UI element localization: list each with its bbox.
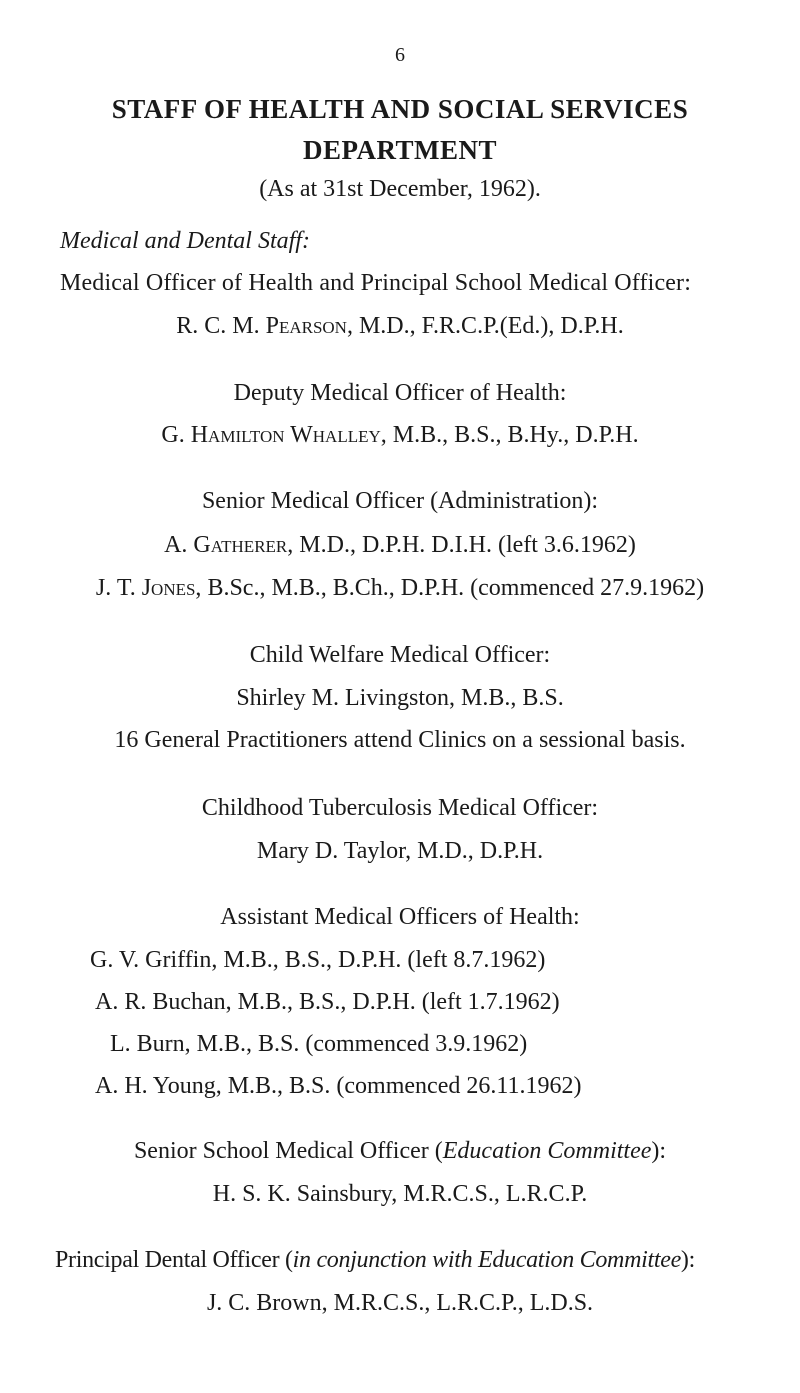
tb-role: Childhood Tuberculosis Medical Officer: <box>201 795 599 821</box>
senior-admin-person-2: J. T. Jones, B.Sc., M.B., B.Ch., D.P.H. (commenced 27.9.1962) <box>95 575 705 601</box>
deputy-name: G. Hamilton Whalley, M.B., B.S., B.Hy., D.P.H. <box>161 422 639 448</box>
moh-role: Medical Officer of Health and Principal School Medical Officer: <box>60 270 692 296</box>
page-title-line2: DEPARTMENT <box>302 135 498 165</box>
assistant-1: G. V. Griffin, M.B., B.S., D.P.H. (left 8.7.1962) <box>90 947 546 973</box>
moh-name: R. C. M. Pearson, M.D., F.R.C.P.(Ed.), D.P.H. <box>176 313 624 339</box>
principal-dental-role: Principal Dental Officer (in conjunction with Education Committee): <box>55 1247 695 1273</box>
child-welfare-name: Shirley M. Livingston, M.B., B.S. <box>236 685 564 711</box>
senior-school-role: Senior School Medical Officer (Education Committee): <box>133 1138 667 1164</box>
senior-school-name: H. S. K. Sainsbury, M.R.C.S., L.R.C.P. <box>212 1181 588 1207</box>
page-number: 6 <box>395 44 405 66</box>
gp-note: 16 General Practitioners attend Clinics on a sessional basis. <box>114 727 686 753</box>
assistant-4: A. H. Young, M.B., B.S. (commenced 26.11.1962) <box>95 1073 582 1099</box>
senior-admin-person-1: A. Gatherer, M.D., D.P.H. D.I.H. (left 3.6.1962) <box>164 532 636 558</box>
child-welfare-role: Child Welfare Medical Officer: <box>249 642 551 668</box>
senior-admin-role: Senior Medical Officer (Administration): <box>201 488 599 514</box>
deputy-role: Deputy Medical Officer of Health: <box>233 380 567 406</box>
page-title: STAFF OF HEALTH AND SOCIAL SERVICES <box>111 94 689 124</box>
as-at-date: (As at 31st December, 1962). <box>259 176 541 202</box>
assistants-role: Assistant Medical Officers of Health: <box>220 904 580 930</box>
tb-name: Mary D. Taylor, M.D., D.P.H. <box>256 838 544 864</box>
principal-dental-name: J. C. Brown, M.R.C.S., L.R.C.P., L.D.S. <box>206 1290 594 1316</box>
section-heading: Medical and Dental Staff: <box>60 228 310 254</box>
assistant-2: A. R. Buchan, M.B., B.S., D.P.H. (left 1.7.1962) <box>95 989 560 1015</box>
assistant-3: L. Burn, M.B., B.S. (commenced 3.9.1962) <box>110 1031 528 1057</box>
